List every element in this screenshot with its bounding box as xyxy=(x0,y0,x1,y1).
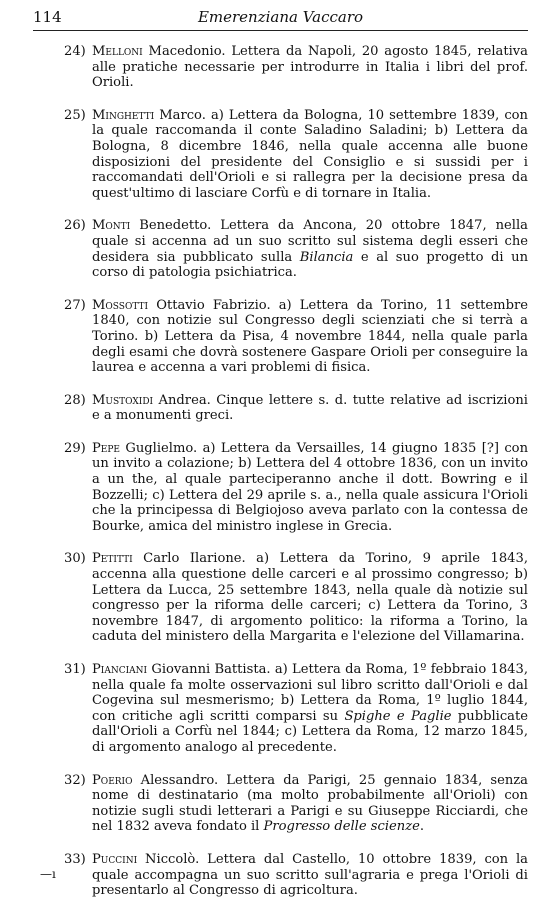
entry-25 xyxy=(36,108,528,202)
entry-text: Giovanni Battista. a) Lettera da Roma, 1º febbraio 1843, nella quale fa molte osservazioni sul libro scritto dall'Orioli e dal Cogevina sul mesmerismo; b) Lettera da Roma, 1º luglio 1844, con critiche agli scritti comparsi su xyxy=(92,662,528,724)
entry-text: Benedetto. Lettera da Ancona, 20 ottobre 1847, nella quale si accenna ad un suo scritto sul sistema degli esseri che desidera sia pubblicato sulla xyxy=(92,218,528,265)
correspondent-surname: Mustoxidi xyxy=(92,392,154,408)
entry-text: Andrea. Cinque lettere s. d. tutte relative ad iscrizioni e a monumenti greci. xyxy=(92,392,528,424)
journal-title: Spighe e Paglie xyxy=(344,708,452,724)
entry-text-cont: . xyxy=(419,819,425,835)
entry-number: 30) xyxy=(64,551,86,567)
entry-27 xyxy=(36,298,528,376)
entry-33 xyxy=(36,852,528,899)
letter-list xyxy=(36,44,528,916)
entry-text-cont: e al suo progetto di un corso di patologia psichiatrica. xyxy=(92,249,529,281)
entry-number: 33) xyxy=(64,851,86,867)
entry-number: 26) xyxy=(64,218,86,234)
entry-24 xyxy=(36,44,528,91)
entry-text: Niccolò. Lettera dal Castello, 10 ottobre 1839, con la quale accompagna un suo scritto sull'agraria e prega l'Orioli di presentarlo al Congresso di agricoltura. xyxy=(92,851,528,899)
entry-number: 28) xyxy=(64,392,86,408)
running-title: Emerenziana Vaccaro xyxy=(197,8,364,26)
journal-title: Progresso delle scienze xyxy=(263,819,420,835)
correspondent-surname: Melloni xyxy=(92,44,143,59)
correspondent-surname: Puccini xyxy=(92,851,138,867)
correspondent-surname: Monti xyxy=(92,218,131,234)
entry-26 xyxy=(36,218,528,280)
entry-number: 31) xyxy=(64,662,86,677)
correspondent-surname: Poerio xyxy=(92,772,133,788)
entry-text: Carlo Ilarione. a) Lettera da Torino, 9 aprile 1843, accenna alla questione delle carceri e al prossimo congresso; b) Lettera da Lucca, 25 settembre 1843, nella quale dà notizie sul congresso per la riforma delle carceri; c) Lettera da Torino, 3 novembre 1847, di argomento politico: la riforma a Torino, la caduta del ministero della Margarita e l'elezione del Villamarina. xyxy=(92,551,528,645)
entry-number: 25) xyxy=(64,107,86,123)
entry-32 xyxy=(36,773,528,835)
entry-30 xyxy=(36,551,528,645)
entry-28 xyxy=(36,393,528,424)
entry-number: 29) xyxy=(64,440,86,456)
journal-title: Bilancia xyxy=(299,249,354,265)
entry-number: 24) xyxy=(64,44,86,59)
entry-31 xyxy=(36,662,528,756)
entry-text: Ottavio Fabrizio. a) Lettera da Torino, 11 settembre 1840, con notizie sul Congresso degli scienziati che si terrà a Torino. b) Lettera da Pisa, 4 novembre 1844, nella quale parla degli esami che dovrà sostenere Gaspare Orioli per conseguire la laurea e accenna a vari problemi di fisica. xyxy=(92,297,528,376)
correspondent-surname: Petitti xyxy=(92,551,133,567)
entry-text: Guglielmo. a) Lettera da Versailles, 14 giugno 1835 [?] con un invito a colazione; b) Lettera del 4 ottobre 1836, con un invito a un the, al quale parteciperanno anche il dott. Bowring e il Bozzelli; c) Lettera del 29 aprile s. a., nella quale assicura l'Orioli che la principessa di Belgiojoso aveva parlato con la contessa de Bourke, amica del ministro inglese in Grecia. xyxy=(92,440,528,534)
correspondent-surname: Minghetti xyxy=(92,107,155,123)
entry-text-cont: pubblicate dall'Orioli a Corfù nel 1844; c) Lettera da Roma, 12 marzo 1845, di argomento analogo al precedente. xyxy=(92,708,528,755)
correspondent-surname: Pianciani xyxy=(92,662,148,677)
page-number: 114 xyxy=(33,8,62,26)
running-header xyxy=(33,6,528,31)
entry-29 xyxy=(36,441,528,535)
correspondent-surname: Mossotti xyxy=(92,297,149,313)
correspondent-surname: Pepe xyxy=(92,440,121,456)
entry-number: 27) xyxy=(64,297,86,313)
entry-text: Alessandro. Lettera da Parigi, 25 gennaio 1834, senza nome di destinatario (ma molto probabilmente all'Orioli) con notizie sugli studi letterari a Parigi e su Giuseppe Ricciardi, che nel 1832 aveva fondato il xyxy=(92,772,528,835)
entry-number: 32) xyxy=(64,772,86,788)
entry-text: Marco. a) Lettera da Bologna, 10 settembre 1839, con la quale raccomanda il conte Saladino Saladini; b) Lettera da Bologna, 8 dicembre 1846, nella quale accenna alle buone disposizioni del presidente del Consiglio e si sussidi per i raccomandati dell'Orioli e si rallegra per la decisione presa da quest'ultimo di lasciare Corfù e di tornare in Italia. xyxy=(92,107,528,201)
entry-text: Macedonio. Lettera da Napoli, 20 agosto 1845, relativa alle pratiche necessarie per introdurre in Italia i libri del prof. Orioli. xyxy=(92,44,528,91)
margin-mark: —ı xyxy=(40,866,56,881)
